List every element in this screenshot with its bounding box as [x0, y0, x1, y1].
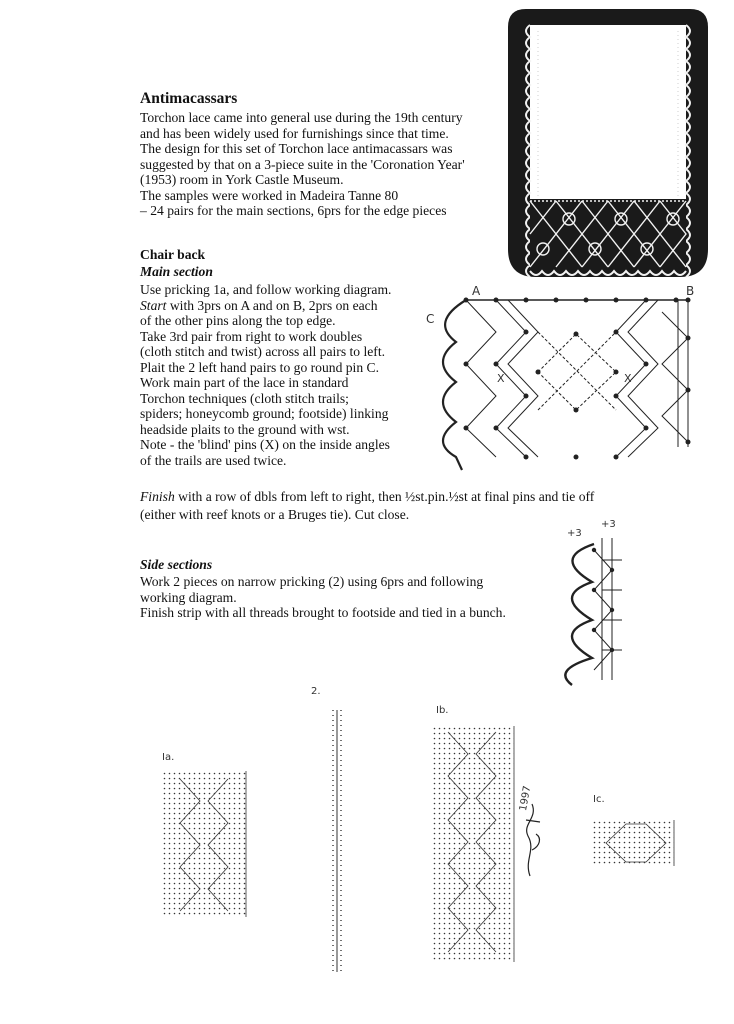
intro-line: The samples were worked in Madeira Tanne 80 — [140, 187, 399, 203]
plus-three-right: +3 — [601, 519, 616, 530]
pricking-1a — [162, 771, 252, 919]
pricking-label-1a: Ia. — [162, 752, 175, 763]
instruction-line: of the other pins along the top edge. — [140, 313, 336, 328]
pricking-label-1c: Ic. — [593, 794, 605, 805]
instruction-line: Work main part of the lace in standard — [140, 375, 349, 390]
instruction-line: Plait the 2 left hand pairs to go round pin C. — [140, 359, 379, 375]
intro-paragraph — [140, 110, 465, 219]
finish-line-1 — [140, 489, 594, 505]
plus-three-left: +3 — [567, 528, 582, 539]
instruction-line: of the trails are used twice. — [140, 452, 287, 468]
instruction-line — [140, 298, 391, 314]
intro-line: Torchon lace came into general use during the 19th century — [140, 110, 463, 125]
diagram-label-x-right: X — [624, 372, 632, 385]
diagram-label-b: B — [686, 284, 695, 298]
signature-year: 1997 — [518, 784, 534, 812]
start-text: with 3prs on A and on B, 2prs on each — [169, 297, 378, 313]
antimacassar-photo — [508, 9, 708, 279]
instruction-line: Note - the 'blind' pins (X) on the inside angles — [140, 437, 390, 452]
pricking-1b — [432, 726, 518, 964]
pricking-2 — [331, 710, 343, 972]
instruction-line: Torchon techniques (cloth stitch trails; — [140, 390, 349, 406]
side-section-diagram — [552, 530, 642, 690]
chair-back-instructions — [140, 282, 391, 468]
intro-line: (1953) room in York Castle Museum. — [140, 172, 344, 187]
diagram-label-x-left: X — [497, 372, 505, 385]
intro-line: – 24 pairs for the main sections, 6prs for the edge pieces — [140, 203, 447, 218]
instruction-line: Take 3rd pair from right to work doubles — [140, 328, 363, 344]
main-section-heading: Main section — [140, 264, 213, 279]
instruction-line: headside plaits to the ground with wst. — [140, 421, 350, 437]
pricking-label-1b: Ib. — [436, 705, 449, 716]
pricking-label-2: 2. — [311, 686, 321, 697]
page-title: Antimacassars — [140, 90, 238, 107]
intro-line: suggested by that on a 3-piece suite in the 'Coronation Year' — [140, 156, 465, 172]
start-word: Start — [140, 297, 167, 313]
finish-line-2: (either with reef knots or a Bruges tie). Cut close. — [140, 507, 410, 522]
diagram-label-a: A — [472, 284, 481, 298]
instruction-line: working diagram. — [140, 589, 237, 605]
instruction-line: spiders; honeycomb ground; footside) linking — [140, 406, 389, 421]
intro-line: The design for this set of Torchon lace antimacassars was — [140, 141, 453, 156]
main-working-diagram — [426, 282, 696, 472]
chair-back-heading: Chair back — [140, 247, 206, 262]
pricking-1c — [592, 820, 678, 868]
finish-word: Finish — [140, 489, 175, 504]
instruction-line: Use pricking 1a, and follow working diagram. — [140, 282, 392, 297]
side-sections-heading: Side sections — [140, 557, 213, 572]
side-sections-instructions — [140, 574, 506, 621]
instruction-line: Finish strip with all threads brought to footside and tied in a bunch. — [140, 605, 506, 620]
diagram-label-c: C — [426, 312, 435, 326]
instruction-line: Work 2 pieces on narrow pricking (2) using 6prs and following — [140, 574, 484, 589]
finish-text: with a row of dbls from left to right, then ½st.pin.½st at final pins and tie off — [178, 489, 595, 504]
instruction-line: (cloth stitch and twist) across all pairs to left. — [140, 344, 386, 359]
intro-line: and has been widely used for furnishings since that time. — [140, 125, 449, 141]
